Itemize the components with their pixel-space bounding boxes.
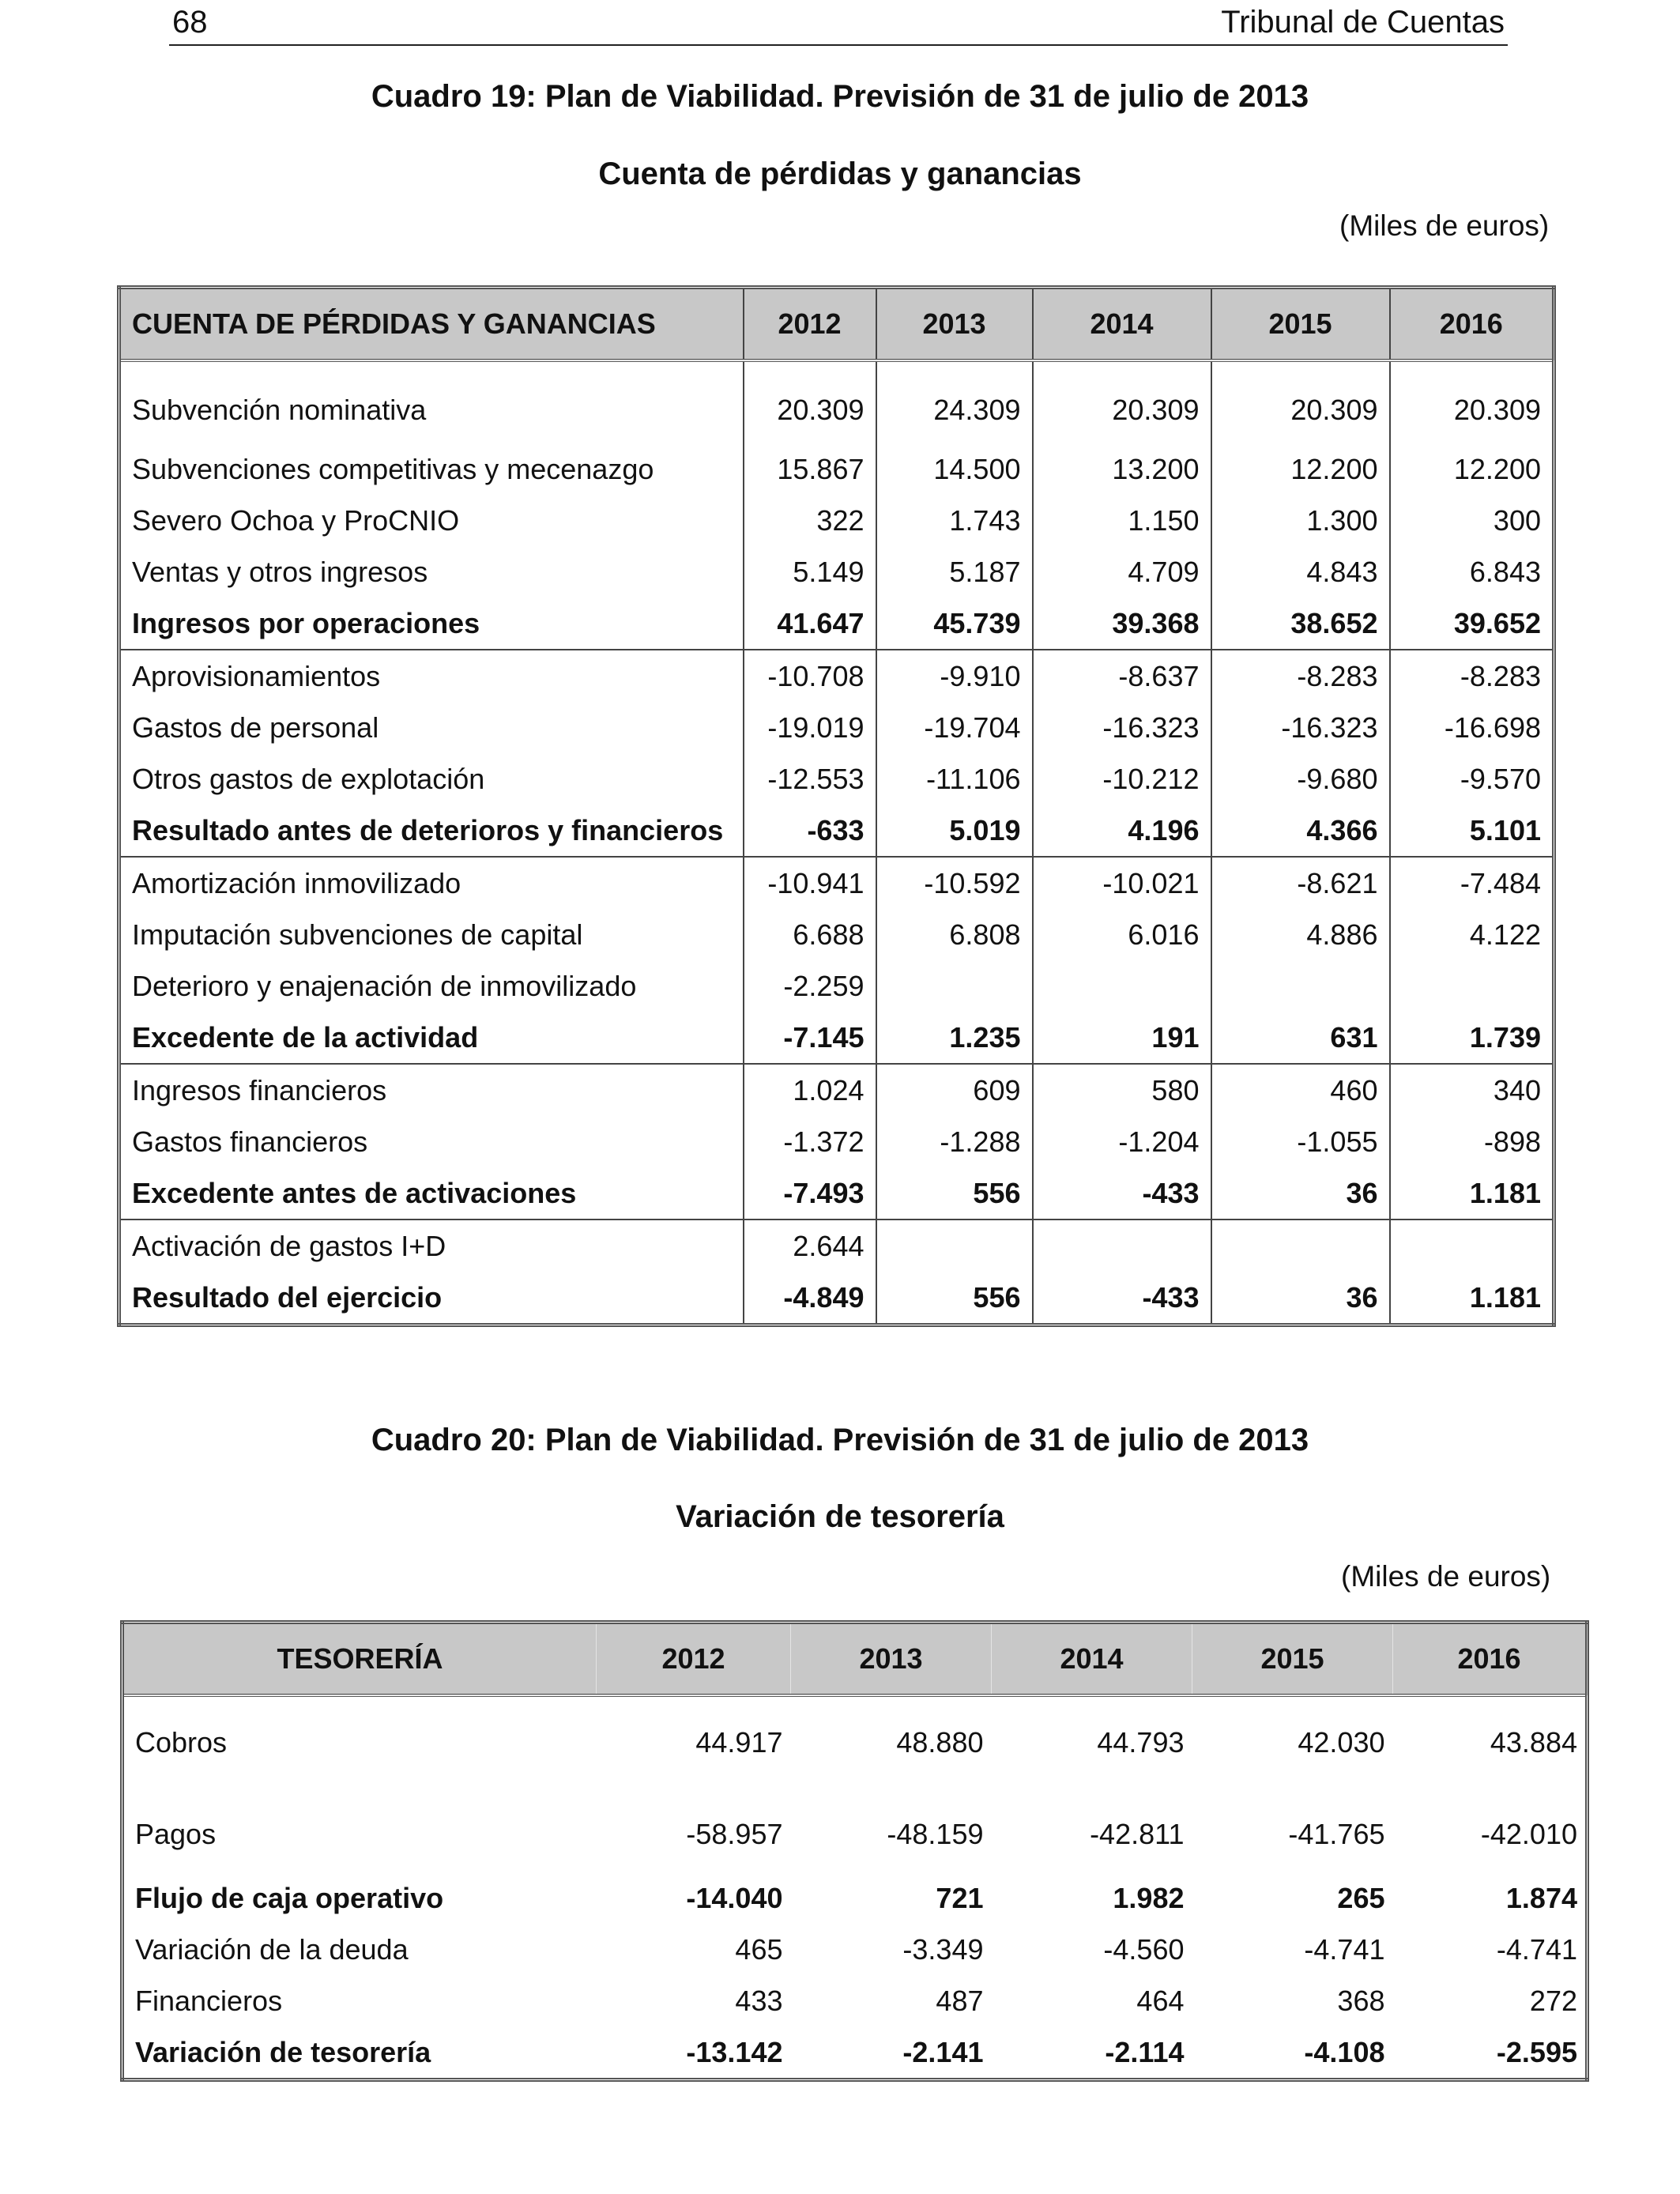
table-row-total xyxy=(122,2026,1588,2080)
cell-value: -13.142 xyxy=(686,2035,783,2068)
row-label: Flujo de caja operativo xyxy=(135,1881,444,1914)
cell-value: 1.300 xyxy=(1211,495,1390,546)
column-header: 2016 xyxy=(1390,288,1554,361)
cell-value: -4.741 xyxy=(1304,1932,1385,1966)
cell-value: 6.688 xyxy=(744,909,876,960)
cell-value: 6.016 xyxy=(1033,909,1211,960)
row-label: Resultado antes de deterioros y financieros xyxy=(119,805,744,857)
cell-value xyxy=(1211,960,1390,1012)
cell-value: -10.708 xyxy=(744,650,876,702)
cell-value: 4.709 xyxy=(1033,546,1211,598)
cell-value: 44.917 xyxy=(695,1726,783,1759)
row-label: Gastos financieros xyxy=(132,1125,368,1158)
row-label: Ventas y otros ingresos xyxy=(132,555,428,588)
cell-value: -58.957 xyxy=(686,1818,783,1850)
cell-value xyxy=(1390,1220,1554,1272)
cell-value: -1.372 xyxy=(744,1116,876,1167)
cell-value: 464 xyxy=(1136,1984,1185,2017)
column-header: 2012 xyxy=(597,1623,791,1696)
cell-value: 39.652 xyxy=(1390,598,1554,650)
table-row xyxy=(122,1781,1588,1872)
cell-value: 460 xyxy=(1211,1064,1390,1116)
cell-value: -2.595 xyxy=(1496,2035,1577,2068)
cell-value: -41.765 xyxy=(1288,1818,1385,1850)
column-header: 2013 xyxy=(876,288,1033,361)
row-label: Excedente de la actividad xyxy=(119,1012,744,1064)
cell-value: -1.288 xyxy=(876,1116,1033,1167)
cell-value: 1.235 xyxy=(876,1012,1033,1064)
table-row xyxy=(119,857,1554,909)
cell-value: -7.493 xyxy=(744,1167,876,1220)
header-organization: Tribunal de Cuentas xyxy=(1221,5,1505,40)
table-row xyxy=(122,1695,1588,1781)
cell-value: 13.200 xyxy=(1033,443,1211,495)
column-header: 2012 xyxy=(744,288,876,361)
cell-value: -9.570 xyxy=(1390,753,1554,805)
table-row-total xyxy=(119,598,1554,650)
cell-value: 322 xyxy=(744,495,876,546)
table-row xyxy=(119,443,1554,495)
table-row-total xyxy=(122,1872,1588,1924)
table-row-total xyxy=(119,1272,1554,1325)
cell-value: -16.323 xyxy=(1211,702,1390,753)
cell-value: 24.309 xyxy=(876,360,1033,443)
row-label: Pagos xyxy=(135,1818,217,1850)
row-label: Resultado del ejercicio xyxy=(132,1280,443,1314)
cuadro19-subtitle: Cuenta de pérdidas y ganancias xyxy=(598,156,1082,191)
cell-value xyxy=(1033,1220,1211,1272)
row-label: Subvención nominativa xyxy=(132,393,427,426)
cell-value: 20.309 xyxy=(1390,360,1554,443)
cell-value: -12.553 xyxy=(744,753,876,805)
cell-value xyxy=(1033,960,1211,1012)
cell-value: -433 xyxy=(1033,1272,1211,1325)
cell-value: -10.021 xyxy=(1033,857,1211,909)
cell-value: -42.811 xyxy=(1090,1818,1185,1850)
cell-value: 272 xyxy=(1529,1984,1577,2017)
row-label: Ingresos por operaciones xyxy=(119,598,744,650)
table-row xyxy=(119,753,1554,805)
column-header: 2014 xyxy=(1033,288,1211,361)
cell-value: -3.349 xyxy=(902,1932,984,1966)
cell-value: 1.024 xyxy=(744,1064,876,1116)
column-header: TESORERÍA xyxy=(122,1623,597,1696)
column-header: 2013 xyxy=(791,1623,992,1696)
cell-value: -7.484 xyxy=(1390,857,1554,909)
cell-value: -4.108 xyxy=(1304,2035,1385,2068)
cell-value: 12.200 xyxy=(1390,443,1554,495)
cell-value: -4.741 xyxy=(1496,1932,1577,1966)
cell-value: 191 xyxy=(1033,1012,1211,1064)
cell-value: 20.309 xyxy=(744,360,876,443)
cell-value: 1.739 xyxy=(1390,1012,1554,1064)
cell-value: -433 xyxy=(1033,1167,1211,1220)
table-row xyxy=(119,1116,1554,1167)
cell-value: 4.196 xyxy=(1033,805,1211,857)
cell-value: -16.698 xyxy=(1390,702,1554,753)
cuadro19-units: (Miles de euros) xyxy=(1339,209,1550,242)
row-label: Subvenciones competitivas y mecenazgo xyxy=(132,452,654,485)
cell-value: 465 xyxy=(735,1932,783,1966)
cell-value: 556 xyxy=(876,1272,1033,1325)
cell-value: 12.200 xyxy=(1211,443,1390,495)
row-label: Otros gastos de explotación xyxy=(132,762,485,795)
cuadro19-title: Cuadro 19: Plan de Viabilidad. Previsión de 31 de julio de 2013 xyxy=(371,79,1309,114)
row-label: Financieros xyxy=(135,1984,283,2017)
table-row xyxy=(122,1924,1588,1975)
cell-value: -4.849 xyxy=(744,1272,876,1325)
table-row-total xyxy=(119,1012,1554,1064)
cell-value: 4.886 xyxy=(1211,909,1390,960)
cell-value: -10.941 xyxy=(744,857,876,909)
cell-value: 433 xyxy=(735,1984,783,2017)
table-row xyxy=(119,1220,1554,1272)
cell-value: -2.114 xyxy=(1105,2035,1185,2068)
cell-value: 5.149 xyxy=(744,546,876,598)
cell-value: 556 xyxy=(876,1167,1033,1220)
page-number: 68 xyxy=(172,5,208,40)
cell-value: 300 xyxy=(1390,495,1554,546)
cell-value: 340 xyxy=(1390,1064,1554,1116)
cell-value: 6.808 xyxy=(876,909,1033,960)
cell-value: 38.652 xyxy=(1211,598,1390,650)
table-row-total xyxy=(119,1167,1554,1220)
row-label: Aprovisionamientos xyxy=(132,659,381,692)
table-header-row xyxy=(119,288,1554,361)
cell-value: -8.637 xyxy=(1033,650,1211,702)
row-label: Cobros xyxy=(135,1726,228,1759)
cell-value: 1.874 xyxy=(1505,1881,1577,1914)
cell-value: -1.055 xyxy=(1211,1116,1390,1167)
table-row xyxy=(119,495,1554,546)
cell-value: 42.030 xyxy=(1298,1726,1385,1759)
cell-value: 487 xyxy=(936,1984,984,2017)
cell-value: 44.793 xyxy=(1097,1726,1185,1759)
cell-value: -2.259 xyxy=(744,960,876,1012)
cell-value: 36 xyxy=(1211,1167,1390,1220)
cell-value: 580 xyxy=(1033,1064,1211,1116)
cell-value: -11.106 xyxy=(876,753,1033,805)
cell-value: -16.323 xyxy=(1033,702,1211,753)
table-row xyxy=(119,360,1554,443)
cell-value xyxy=(1211,1220,1390,1272)
cuadro20-units: (Miles de euros) xyxy=(1341,1560,1551,1593)
cell-value: 20.309 xyxy=(1211,360,1390,443)
column-header: CUENTA DE PÉRDIDAS Y GANANCIAS xyxy=(119,288,744,361)
cell-value: 2.644 xyxy=(744,1220,876,1272)
cell-value: -8.283 xyxy=(1211,650,1390,702)
cell-value: 1.181 xyxy=(1390,1272,1554,1325)
row-label: Imputación subvenciones de capital xyxy=(132,918,583,951)
cell-value: 20.309 xyxy=(1033,360,1211,443)
cell-value xyxy=(876,1220,1033,1272)
cell-value: 265 xyxy=(1337,1881,1385,1914)
column-header: 2015 xyxy=(1211,288,1390,361)
cell-value: 36 xyxy=(1211,1272,1390,1325)
cell-value: -2.141 xyxy=(902,2035,984,2068)
cell-value: 39.368 xyxy=(1033,598,1211,650)
cell-value: 6.843 xyxy=(1390,546,1554,598)
table-row xyxy=(119,960,1554,1012)
cell-value: -633 xyxy=(744,805,876,857)
cell-value: -19.704 xyxy=(876,702,1033,753)
table-row xyxy=(119,1064,1554,1116)
row-label: Gastos de personal xyxy=(132,711,379,744)
cell-value: 4.122 xyxy=(1390,909,1554,960)
row-label: Excedente antes de activaciones xyxy=(119,1167,744,1220)
column-header: 2015 xyxy=(1192,1623,1393,1696)
table-row xyxy=(119,702,1554,753)
cell-value: -4.560 xyxy=(1103,1932,1185,1966)
cell-value: -7.145 xyxy=(744,1012,876,1064)
cuadro20-subtitle: Variación de tesorería xyxy=(676,1499,1004,1534)
cell-value: 1.150 xyxy=(1033,495,1211,546)
cell-value: -48.159 xyxy=(887,1818,984,1850)
cuadro19-table xyxy=(117,285,1556,1327)
cell-value: -42.010 xyxy=(1480,1818,1577,1850)
cell-value: 1.743 xyxy=(876,495,1033,546)
cuadro20-title: Cuadro 20: Plan de Viabilidad. Previsión de 31 de julio de 2013 xyxy=(371,1423,1309,1457)
row-label: Severo Ochoa y ProCNIO xyxy=(132,503,460,537)
table-row xyxy=(119,546,1554,598)
row-label: Amortización inmovilizado xyxy=(132,866,461,899)
cell-value: -9.910 xyxy=(876,650,1033,702)
cell-value: 1.982 xyxy=(1113,1881,1185,1914)
table-row xyxy=(122,1975,1588,2026)
cell-value: 15.867 xyxy=(744,443,876,495)
page-header xyxy=(169,0,1508,46)
row-label: Deterioro y enajenación de inmovilizado xyxy=(132,969,637,1002)
cell-value: 721 xyxy=(936,1881,984,1914)
table-row-total xyxy=(119,805,1554,857)
cell-value: 5.187 xyxy=(876,546,1033,598)
cell-value: 5.101 xyxy=(1390,805,1554,857)
column-header: 2014 xyxy=(992,1623,1192,1696)
cuadro20-table xyxy=(120,1620,1589,2082)
cell-value: -19.019 xyxy=(744,702,876,753)
column-header: 2016 xyxy=(1393,1623,1588,1696)
cell-value: -1.204 xyxy=(1033,1116,1211,1167)
cell-value: 41.647 xyxy=(744,598,876,650)
cell-value: -10.212 xyxy=(1033,753,1211,805)
table-row xyxy=(119,650,1554,702)
cell-value: 45.739 xyxy=(876,598,1033,650)
row-label: Ingresos financieros xyxy=(132,1073,387,1106)
cell-value: 4.843 xyxy=(1211,546,1390,598)
cell-value: 609 xyxy=(876,1064,1033,1116)
cell-value: 48.880 xyxy=(896,1726,984,1759)
row-label: Variación de tesorería xyxy=(135,2035,431,2068)
cell-value: 5.019 xyxy=(876,805,1033,857)
cell-value xyxy=(1390,960,1554,1012)
table-row xyxy=(119,909,1554,960)
cell-value: -9.680 xyxy=(1211,753,1390,805)
row-label: Variación de la deuda xyxy=(135,1932,409,1966)
cell-value: 1.181 xyxy=(1390,1167,1554,1220)
cell-value: -8.621 xyxy=(1211,857,1390,909)
cell-value: -8.283 xyxy=(1390,650,1554,702)
cell-value: -10.592 xyxy=(876,857,1033,909)
cell-value: -898 xyxy=(1390,1116,1554,1167)
cell-value: 368 xyxy=(1337,1984,1385,2017)
cell-value xyxy=(876,960,1033,1012)
cell-value: -14.040 xyxy=(686,1881,783,1914)
cell-value: 631 xyxy=(1211,1012,1390,1064)
cell-value: 14.500 xyxy=(876,443,1033,495)
table-header-row xyxy=(122,1623,1588,1696)
row-label: Activación de gastos I+D xyxy=(132,1229,446,1262)
cell-value: 43.884 xyxy=(1490,1726,1577,1759)
cell-value: 4.366 xyxy=(1211,805,1390,857)
